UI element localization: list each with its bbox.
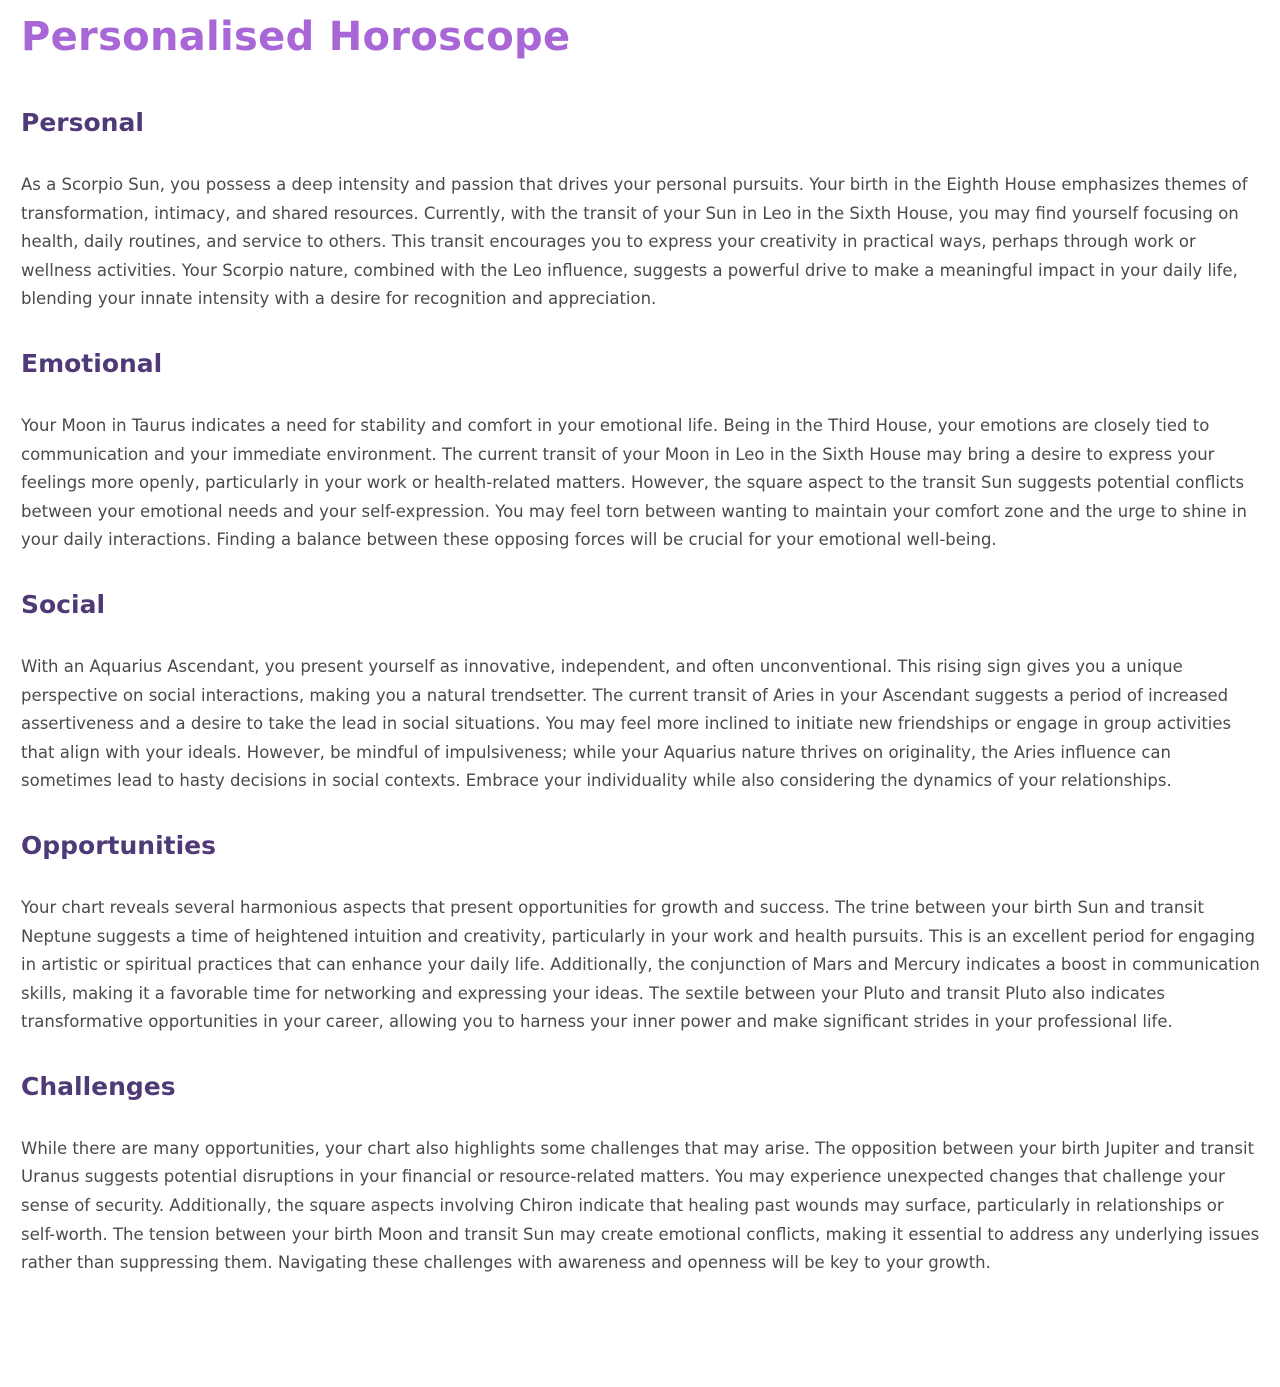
section-heading-emotional: Emotional [21, 348, 163, 378]
section-body-social: With an Aquarius Ascendant, you present yourself as innovative, independent, and often unconventional. This rising sign gives you a unique perspective on social interactions, making you a natural trendsetter. The current transit of Aries in your Ascendant suggests a period of increased assertiveness and a desire to take the lead in social situations. You may feel more inclined to initiate new friendships or engage in group activities that align with your ideals. However, be mindful of impulsiveness; while your Aquarius nature thrives on originality, the Aries influence can sometimes lead to hasty decisions in social contexts. Embrace your individuality while also considering the dynamics of your relationships. [21, 656, 1232, 791]
section-heading-opportunities: Opportunities [21, 830, 217, 860]
section-heading-challenges: Challenges [21, 1071, 176, 1101]
section-body-emotional: Your Moon in Taurus indicates a need for stability and comfort in your emotional life. Being in the Third House, your emotions are closely tied to communication and your immediate environment. The current transit of your Moon in Leo in the Sixth House may bring a desire to express your feelings more openly, particularly in your work or health-related matters. However, the square aspect to the transit Sun suggests potential conflicts between your emotional needs and your self-expression. You may feel torn between wanting to maintain your comfort zone and the urge to shine in your daily interactions. Finding a balance between these opposing forces will be crucial for your emotional well-being. [21, 415, 1247, 550]
section-challenges [21, 1070, 1260, 1278]
section-social [21, 588, 1260, 796]
section-body-opportunities: Your chart reveals several harmonious aspects that present opportunities for growth and success. The trine between your birth Sun and transit Neptune suggests a time of heightened intuition and creativity, particularly in your work and health pursuits. This is an excellent period for engaging in artistic or spiritual practices that can enhance your daily life. Additionally, the conjunction of Mars and Mercury indicates a boost in communication skills, making it a favorable time for networking and expressing your ideas. The sextile between your Pluto and transit Pluto also indicates transformative opportunities in your career, allowing you to harness your inner power and make significant strides in your professional life. [21, 897, 1260, 1032]
section-body-personal: As a Scorpio Sun, you possess a deep intensity and passion that drives your personal pursuits. Your birth in the Eighth House emphasizes themes of transformation, intimacy, and shared resources. Currently, with the transit of your Sun in Leo in the Sixth House, you may find yourself focusing on health, daily routines, and service to others. This transit encourages you to express your creativity in practical ways, perhaps through work or wellness activities. Your Scorpio nature, combined with the Leo influence, suggests a powerful drive to make a meaningful impact in your daily life, blending your innate intensity with a desire for recognition and appreciation. [21, 175, 1248, 309]
section-body-challenges: While there are many opportunities, your chart also highlights some challenges that may arise. The opposition between your birth Jupiter and transit Uranus suggests potential disruptions in your financial or resource-related matters. You may experience unexpected changes that challenge your sense of security. Additionally, the square aspects involving Chiron indicate that healing past wounds may surface, particularly in relationships or self-worth. The tension between your birth Moon and transit Sun may create emotional conflicts, making it essential to address any underlying issues rather than suppressing them. Navigating these challenges with awareness and openness will be key to your growth. [21, 1138, 1260, 1273]
section-emotional [21, 347, 1260, 555]
section-opportunities [21, 829, 1260, 1037]
section-heading-social: Social [21, 589, 106, 619]
page-title: Personalised Horoscope [21, 14, 571, 60]
section-personal [21, 106, 1260, 314]
section-heading-personal: Personal [21, 108, 144, 137]
